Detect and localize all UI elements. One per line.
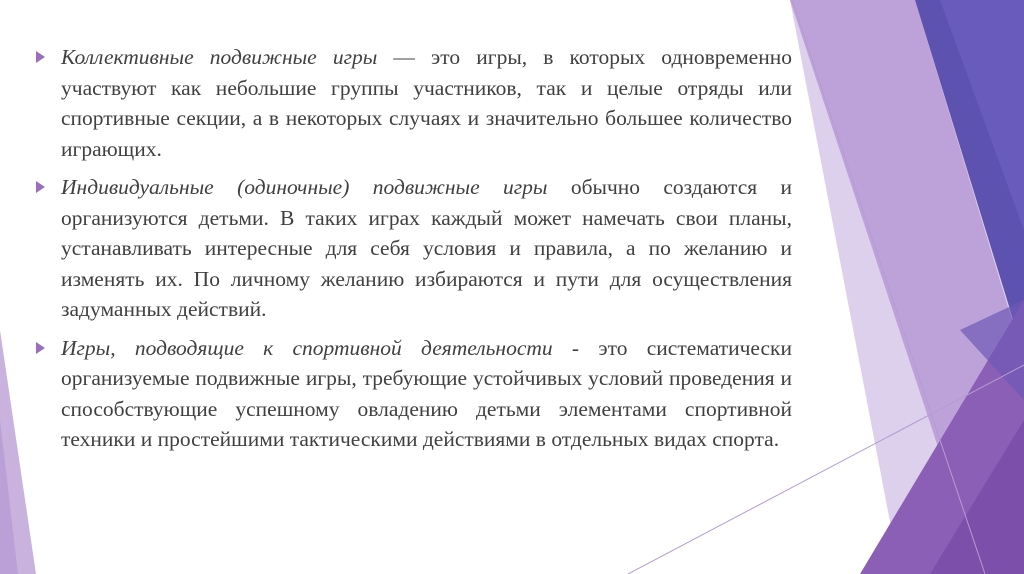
slide-content [36, 42, 792, 463]
paragraph-1-term: Коллективные подвижные игры [61, 45, 378, 69]
bullet-arrow-icon [36, 342, 45, 354]
bullet-paragraph-2 [36, 172, 792, 325]
paragraph-3-term: Игры, подводящие к спортивной деятельности [61, 335, 553, 360]
bullet-paragraph-1 [36, 42, 792, 164]
paragraph-3-text: - это систематически организуемые подвижные игры, требующие устойчивых условий проведения и способствующие успешному овладению детьми элементами спортивной техники и простейшими тактическими действиями в отдельных видах спорта. [61, 335, 792, 451]
paragraph-1-text: — это игры, в которых одновременно участвуют как небольшие группы участников, так и целые отряды или спортивные секции, а в некоторых случаях и значительно большее количество играющих. [61, 45, 792, 161]
bullet-arrow-icon [36, 181, 45, 193]
paragraph-2-text: обычно создаются и организуются детьми. В таких играх каждый может намечать свои планы, устанавливать интересные для себя условия и правила, а по желанию и изменять их. По личному желанию избираются и пути для осуществления задуманных действий. [61, 175, 792, 321]
paragraph-2-term: Индивидуальные (одиночные) подвижные игры [61, 175, 548, 199]
bullet-arrow-icon [36, 51, 45, 63]
bullet-paragraph-3 [36, 333, 792, 455]
